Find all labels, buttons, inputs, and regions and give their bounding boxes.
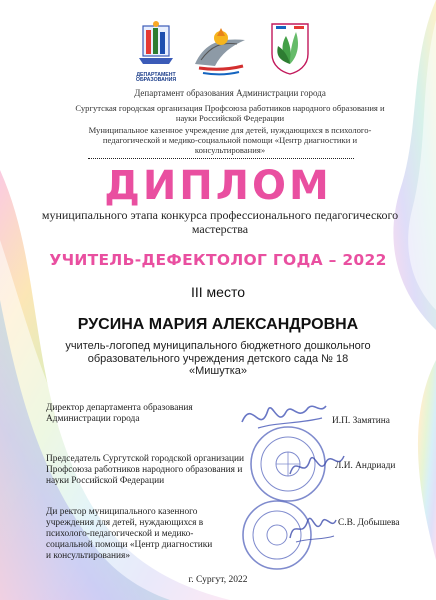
org-line-department: Департамент образования Администрации города <box>134 88 326 98</box>
union-logo <box>191 20 249 78</box>
recipient-position: учитель-логопед муниципального бюджетного дошкольного образовательного учреждения детского сада № 18 «Мишутка» <box>65 340 371 377</box>
signature-role-director: Директор департамента образования Администрации города <box>46 403 193 424</box>
department-logo <box>133 20 179 82</box>
logo-row <box>0 20 436 82</box>
dotted-divider <box>88 158 354 159</box>
department-caption-2: ОБРАЗОВАНИЯ <box>135 77 177 84</box>
place-label: III место <box>190 284 245 300</box>
union-chair-signature <box>286 446 346 486</box>
city-year: г. Сургут, 2022 <box>188 575 248 585</box>
department-caption-1: ДЕПАРТАМЕНТ <box>136 71 176 78</box>
nomination-title: УЧИТЕЛЬ-ДЕФЕКТОЛОГ ГОДА – 2022 <box>49 251 387 269</box>
recipient-name: РУСИНА МАРИЯ АЛЕКСАНДРОВНА <box>77 316 359 333</box>
diploma-title: ДИПЛОМ <box>104 163 332 209</box>
contest-description: муниципального этапа конкурса профессионального педагогического мастерства <box>41 208 399 236</box>
center-logo <box>268 20 312 76</box>
signature-name-union-chair: Л.И. Андриади <box>335 461 396 471</box>
org-line-union: Сургутская городская организация Профсоюза работников народного образования и науки Российской Федерации <box>75 103 385 123</box>
signature-name-director: И.П. Замятина <box>332 416 390 426</box>
signature-name-center-director: С.В. Добышева <box>338 518 400 528</box>
signature-role-center-director: Ди ректор муниципального казенного учреждения для детей, нуждающихся в психолого-педагогической и медико-социальной помощи «Центр диагностики и консультирования» <box>46 507 213 561</box>
org-line-center: Муниципальное казенное учреждение для детей, нуждающихся в психолого-педагогической и медико-социальной помощи «Центр диагностики и консультирования» <box>88 125 372 155</box>
center-director-signature <box>286 508 338 548</box>
signature-role-union-chair: Председатель Сургутской городской организации Профсоюза работников народного образования и науки Российской Федерации <box>46 454 245 486</box>
